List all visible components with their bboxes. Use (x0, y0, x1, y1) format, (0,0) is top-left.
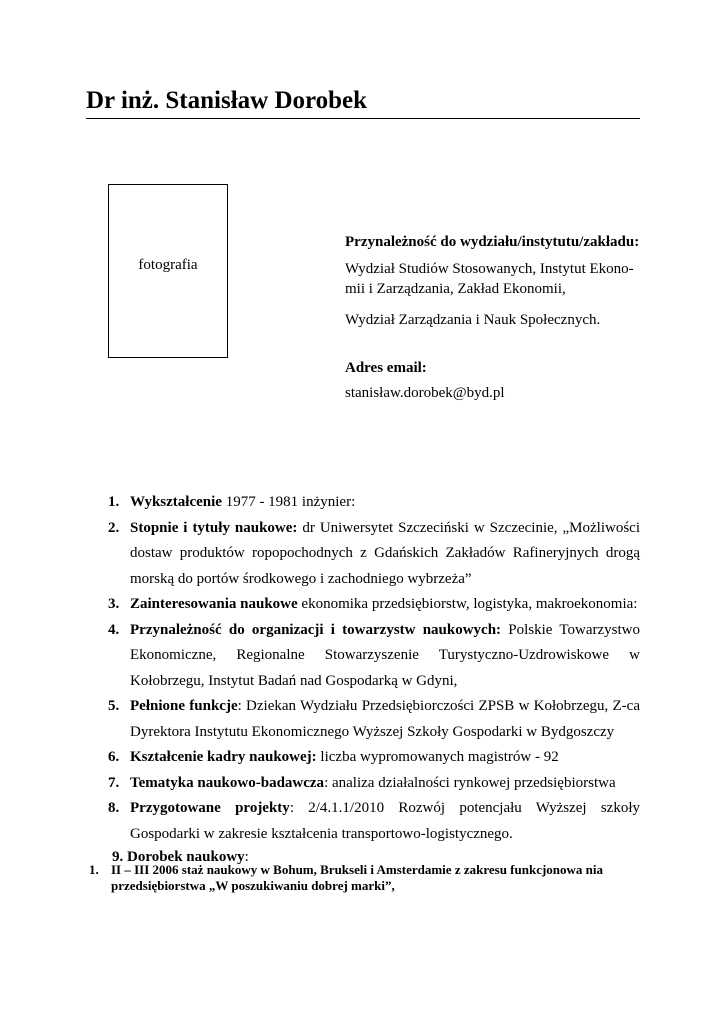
list-item-staff-training (108, 745, 640, 771)
list-item-functions (108, 694, 640, 745)
list-item-projects (108, 796, 640, 847)
item-text: : Dziekan Wydziału Przedsiębiorczości ZPSB w Kołobrzegu, Z-ca Dyrektora Instytutu Ekonomicznego Wyższej Szkoły Gospodarki w Bydgoszczy (130, 698, 640, 740)
item-text: : (244, 849, 249, 865)
publications-sublist (89, 862, 641, 894)
item-number: 8. (108, 800, 120, 816)
cv-list (108, 490, 640, 847)
list-item-degrees (108, 516, 640, 593)
item-number: 1. (108, 494, 120, 510)
item-number: 3. (108, 596, 120, 612)
sub-item-number: 1. (89, 862, 99, 877)
item-text: dr Uniwersytet Szczeciński w Szczecinie, „Możliwości dostaw produktów ropopochodnych z Gdańskich Zakładów Rafineryjnych drogą morską do portów środkowego i zachodniego wybrzeża” (130, 519, 640, 587)
item-label: Stopnie i tytuły naukowe: (130, 519, 298, 536)
item-number: 4. (108, 621, 120, 638)
item-text: ekonomika przedsiębiorstw, logistyka, makroekonomia: (297, 596, 638, 612)
item-label: Kształcenie kadry naukowej: (130, 749, 317, 765)
email-heading: Adres email: (345, 360, 427, 376)
affiliation-heading: Przynależność do wydziału/instytutu/zakładu: (345, 234, 640, 250)
item-label: Przygotowane projekty (130, 800, 290, 816)
item-label: Dorobek naukowy (127, 849, 245, 865)
list-item-memberships (108, 618, 640, 695)
list-item-interests (108, 592, 640, 618)
item-text: liczba wypromowanych magistrów - 92 (316, 749, 559, 765)
item-label: Pełnione funkcje (130, 698, 238, 714)
affiliation-line-2: mii i Zarządzania, Zakład Ekonomii, (345, 281, 566, 297)
item-label: Przynależność do organizacji i towarzystw naukowych: (130, 621, 502, 638)
item-number: 9. (112, 849, 124, 865)
page-title: Dr inż. Stanisław Dorobek (86, 86, 640, 119)
email-address: stanisław.dorobek@byd.pl (345, 385, 505, 401)
item-label: Zainteresowania naukowe (130, 596, 298, 612)
item-number: 2. (108, 519, 120, 536)
affiliation-line-3: Wydział Zarządzania i Nauk Społecznych. (345, 312, 601, 328)
item-number: 5. (108, 698, 120, 714)
item-number: 6. (108, 749, 120, 765)
item-text: 1977 - 1981 inżynier: (221, 494, 356, 510)
affiliation-line-1: Wydział Studiów Stosowanych, Instytut Ekono- (345, 261, 634, 277)
item-label: Wykształcenie (130, 494, 222, 510)
list-item-research-topics (108, 771, 640, 797)
item-text: : 2/4.1.1/2010 Rozwój potencjału Wyższej szkoły Gospodarki w zakresie kształcenia transportowo-logistycznego. (130, 800, 640, 842)
item-label: Tematyka naukowo-badawcza (130, 774, 325, 791)
sub-item-text: II – III 2006 staż naukowy w Bohum, Brukseli i Amsterdamie z zakresu funkcjonowa nia przedsiębiorstwa „W poszukiwaniu dobrej marki”, (111, 862, 604, 893)
item-number: 7. (108, 774, 120, 791)
item-text: : analiza działalności rynkowej przedsiębiorstwa (324, 774, 616, 791)
photo-label: fotografia (138, 257, 198, 273)
item-text: Polskie Towarzystwo Ekonomiczne, Regionalne Stowarzyszenie Turystyczno-Uzdrowiskowe w Kołobrzegu, Instytut Badań nad Gospodarką w Gdyni, (130, 621, 640, 689)
photo-placeholder (108, 184, 228, 358)
list-item-education (108, 490, 640, 516)
